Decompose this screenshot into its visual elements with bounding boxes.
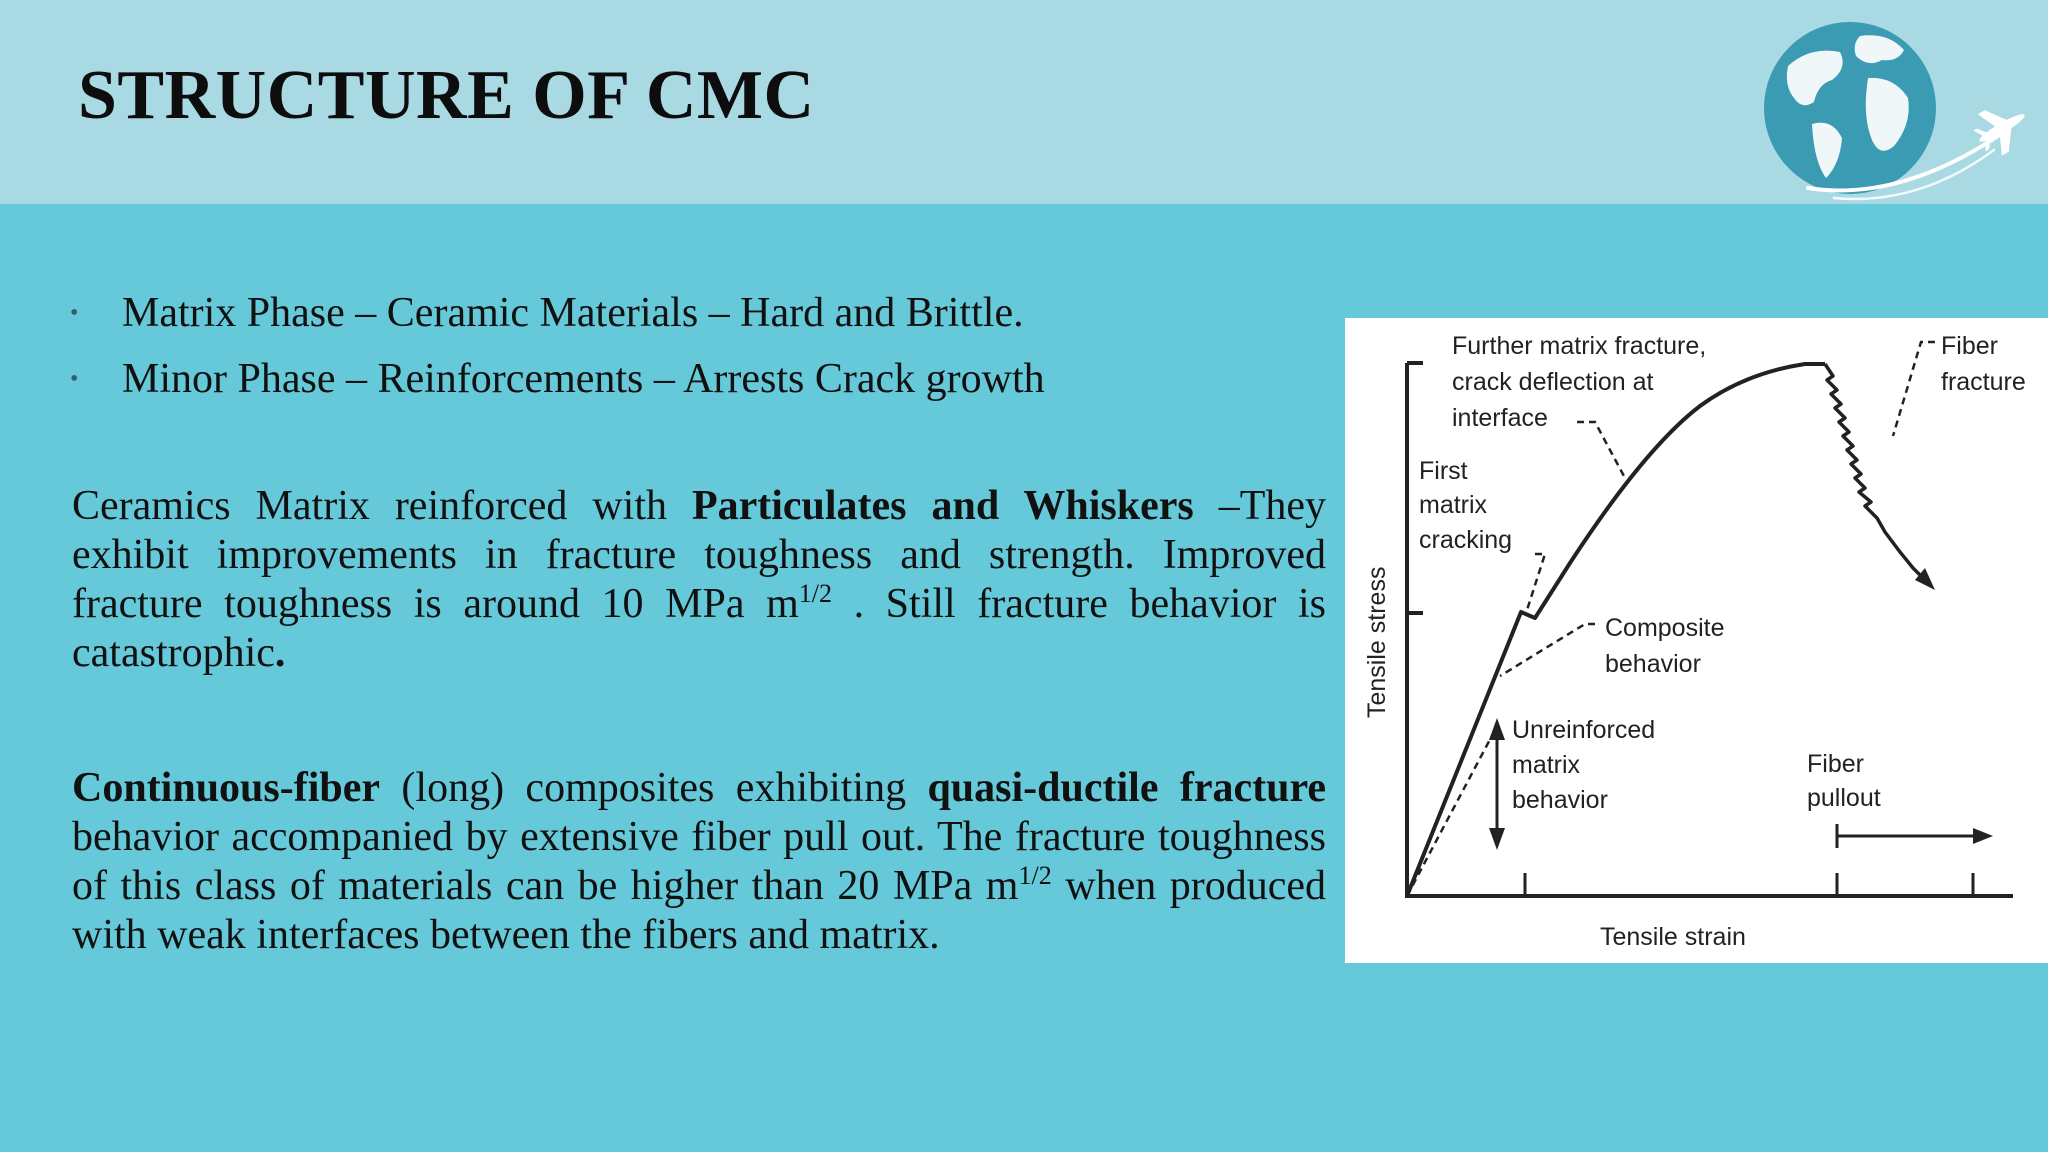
x-axis-label: Tensile strain xyxy=(1600,923,1746,951)
label-first-2: matrix xyxy=(1419,491,1488,519)
globe-airplane-logo-icon xyxy=(1748,6,2048,206)
y-axis-label: Tensile stress xyxy=(1363,566,1391,718)
label-composite-1: Composite xyxy=(1605,614,1725,642)
label-pullout-1: Fiber xyxy=(1807,750,1864,778)
label-further-1: Further matrix fracture, xyxy=(1452,332,1707,360)
bullet-dot-icon: • xyxy=(70,300,79,326)
bullet-item: • Matrix Phase – Ceramic Materials – Hard and Brittle. xyxy=(70,280,1045,346)
slide-title: STRUCTURE OF CMC xyxy=(78,57,815,134)
label-composite-2: behavior xyxy=(1605,650,1701,678)
paragraph-particulates: Ceramics Matrix reinforced with Particulates and Whiskers –They exhibit improvements in fracture toughness and strength. Improved fracture toughness is around 10 MPa $m^{1/2}$ . Still fracture behavior is catastrophic. xyxy=(72,483,1326,676)
stress-strain-figure xyxy=(1345,318,2048,963)
label-further-2: crack deflection at xyxy=(1452,368,1654,396)
fiber-fracture-curve xyxy=(1825,364,1927,582)
label-unreinforced-2: matrix xyxy=(1512,751,1581,779)
label-unreinforced-3: behavior xyxy=(1512,786,1608,814)
paragraph-continuous-fiber: Continuous-fiber (long) composites exhibiting quasi-ductile fracture behavior accompanied by extensive fiber pull out. The fracture toughness of this class of materials can be higher than 20 MPa $m^{1/2}$ when produced with weak interfaces between the fibers and matrix. xyxy=(72,765,1326,958)
label-first-1: First xyxy=(1419,457,1468,485)
label-pullout-2: pullout xyxy=(1807,784,1881,812)
bullet-dot-icon: • xyxy=(70,366,79,392)
label-unreinforced-1: Unreinforced xyxy=(1512,716,1656,744)
bullet-list xyxy=(70,280,1045,412)
label-first-3: cracking xyxy=(1419,526,1513,554)
bullet-item: • Minor Phase – Reinforcements – Arrests Crack growth xyxy=(70,346,1045,412)
label-further-3: interface xyxy=(1452,404,1548,432)
label-fiber-fracture-1: Fiber xyxy=(1941,332,1998,360)
label-fiber-fracture-2: fracture xyxy=(1941,368,2026,396)
